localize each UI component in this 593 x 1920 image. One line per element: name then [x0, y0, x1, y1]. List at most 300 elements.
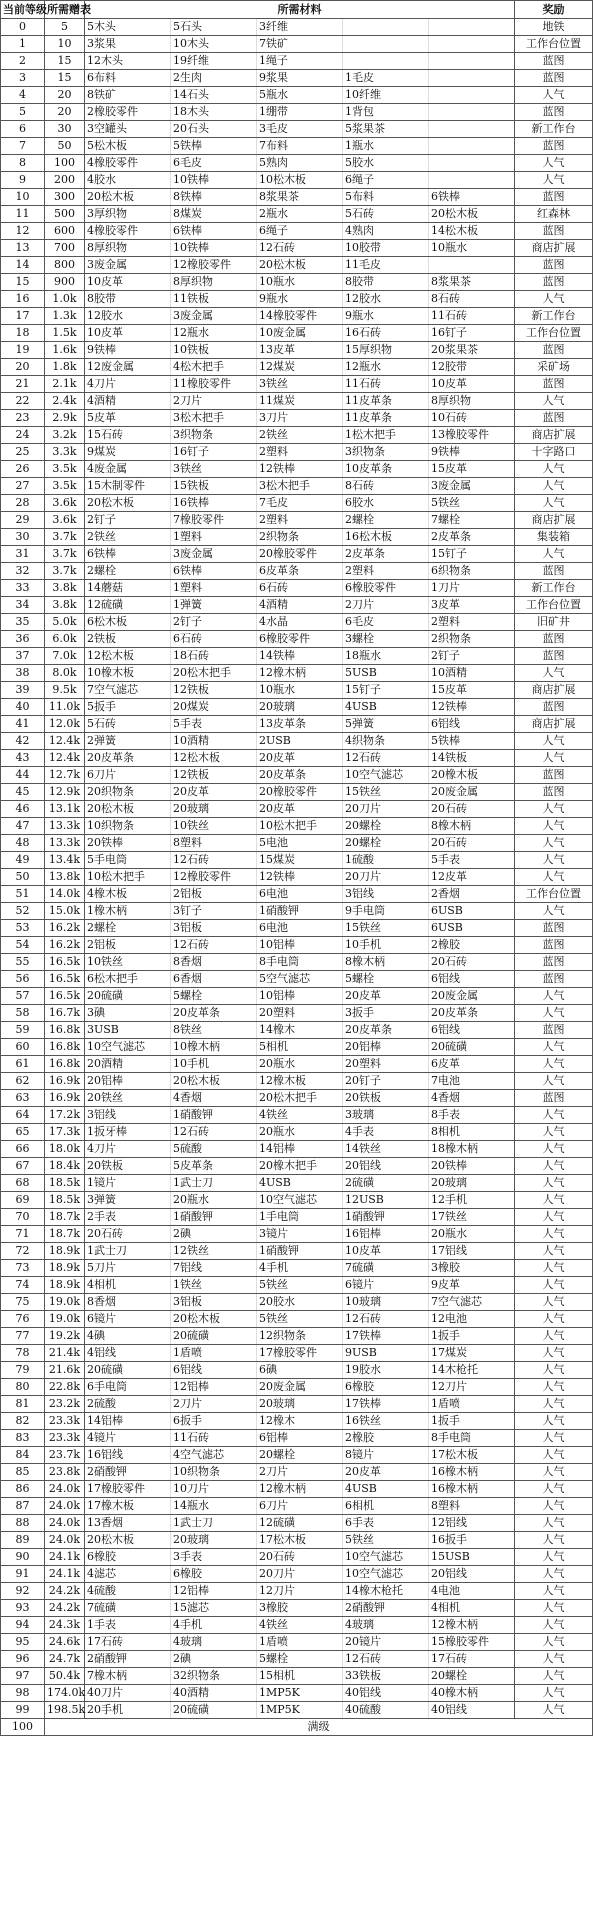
material-cell: 20镜片 — [343, 1634, 429, 1651]
material-cell: 5刀片 — [85, 1260, 171, 1277]
material-cell: 14铁棒 — [257, 648, 343, 665]
material-cell: 7硫磺 — [85, 1600, 171, 1617]
material-cell: 20松木板 — [257, 257, 343, 274]
level-cell: 95 — [1, 1634, 45, 1651]
material-cell: 20橡胶零件 — [257, 546, 343, 563]
material-cell — [429, 172, 515, 189]
material-cell: 5熟肉 — [257, 155, 343, 172]
material-cell: 15皮革 — [429, 682, 515, 699]
material-cell: 12铁丝 — [171, 1243, 257, 1260]
gift-cell: 24.7k — [45, 1651, 85, 1668]
reward-cell: 蓝图 — [515, 767, 593, 784]
level-cell: 41 — [1, 716, 45, 733]
material-cell: 16石砖 — [343, 325, 429, 342]
material-cell: 20橡木把手 — [257, 1158, 343, 1175]
material-cell: 8石砖 — [429, 291, 515, 308]
material-cell — [429, 104, 515, 121]
material-cell: 7电池 — [429, 1073, 515, 1090]
gift-cell: 12.7k — [45, 767, 85, 784]
material-cell: 17橡木板 — [85, 1498, 171, 1515]
material-cell: 4手机 — [257, 1260, 343, 1277]
material-cell: 10瓶水 — [257, 682, 343, 699]
material-cell: 9铁棒 — [85, 342, 171, 359]
max-level-row — [1, 1719, 593, 1736]
material-cell: 17铁丝 — [429, 1209, 515, 1226]
gift-cell: 23.3k — [45, 1430, 85, 1447]
material-cell: 1扳手 — [429, 1328, 515, 1345]
table-row — [1, 274, 593, 291]
reward-cell: 人气 — [515, 1158, 593, 1175]
material-cell: 12瓶水 — [343, 359, 429, 376]
level-cell: 30 — [1, 529, 45, 546]
gift-cell: 16.5k — [45, 954, 85, 971]
table-row — [1, 1107, 593, 1124]
reward-cell: 人气 — [515, 1600, 593, 1617]
material-cell: 17石砖 — [429, 1651, 515, 1668]
material-cell: 20螺栓 — [343, 835, 429, 852]
level-cell: 43 — [1, 750, 45, 767]
reward-cell: 人气 — [515, 1141, 593, 1158]
material-cell: 6铝线 — [429, 716, 515, 733]
material-cell: 16钉子 — [429, 325, 515, 342]
material-cell: 20瓶水 — [257, 1124, 343, 1141]
material-cell: 14铝棒 — [257, 1141, 343, 1158]
gift-cell: 16.2k — [45, 920, 85, 937]
material-cell: 2生肉 — [171, 70, 257, 87]
table-row — [1, 1685, 593, 1702]
material-cell: 16橡木柄 — [429, 1464, 515, 1481]
gift-cell: 18.9k — [45, 1277, 85, 1294]
gift-cell: 14.0k — [45, 886, 85, 903]
level-cell: 96 — [1, 1651, 45, 1668]
table-row — [1, 1192, 593, 1209]
level-cell: 70 — [1, 1209, 45, 1226]
material-cell: 3厚织物 — [85, 206, 171, 223]
material-cell: 10皮革 — [429, 376, 515, 393]
level-cell: 74 — [1, 1277, 45, 1294]
material-cell: 20瓶水 — [429, 1226, 515, 1243]
material-cell: 18木头 — [171, 104, 257, 121]
gift-cell: 24.2k — [45, 1583, 85, 1600]
level-cell: 61 — [1, 1056, 45, 1073]
material-cell — [429, 155, 515, 172]
material-cell: 6毛皮 — [343, 614, 429, 631]
table-row — [1, 376, 593, 393]
table-row — [1, 1209, 593, 1226]
material-cell: 1塑料 — [171, 580, 257, 597]
reward-cell: 人气 — [515, 495, 593, 512]
level-cell: 12 — [1, 223, 45, 240]
material-cell: 20玻璃 — [171, 1532, 257, 1549]
gift-cell: 18.4k — [45, 1158, 85, 1175]
table-row — [1, 631, 593, 648]
reward-cell: 蓝图 — [515, 342, 593, 359]
material-cell: 1盾喷 — [257, 1634, 343, 1651]
reward-cell: 商店扩展 — [515, 427, 593, 444]
material-cell: 4橡木板 — [85, 886, 171, 903]
material-cell: 6橡胶 — [343, 1379, 429, 1396]
table-row — [1, 512, 593, 529]
material-cell: 20硫磺 — [85, 988, 171, 1005]
material-cell: 12铝棒 — [171, 1583, 257, 1600]
material-cell: 8香烟 — [85, 1294, 171, 1311]
gift-cell: 18.5k — [45, 1175, 85, 1192]
material-cell: 7铁矿 — [257, 36, 343, 53]
material-cell: 2硝酸钾 — [343, 1600, 429, 1617]
material-cell: 17橡胶零件 — [85, 1481, 171, 1498]
gift-cell: 3.7k — [45, 546, 85, 563]
reward-cell: 蓝图 — [515, 1090, 593, 1107]
material-cell: 12石砖 — [343, 1311, 429, 1328]
material-cell: 2织物条 — [257, 529, 343, 546]
material-cell: 4玻璃 — [343, 1617, 429, 1634]
gift-cell: 11.0k — [45, 699, 85, 716]
material-cell: 3扳手 — [343, 1005, 429, 1022]
material-cell: 6镜片 — [343, 1277, 429, 1294]
material-cell: 10松木板 — [257, 172, 343, 189]
material-cell: 20酒精 — [85, 1056, 171, 1073]
gift-cell: 16.2k — [45, 937, 85, 954]
gift-cell: 12.4k — [45, 733, 85, 750]
level-cell: 100 — [1, 1719, 45, 1736]
gift-cell: 500 — [45, 206, 85, 223]
material-cell: 3废金属 — [171, 308, 257, 325]
level-cell: 89 — [1, 1532, 45, 1549]
material-cell: 12橡胶零件 — [171, 257, 257, 274]
material-cell: 14铁板 — [429, 750, 515, 767]
gift-cell: 2.9k — [45, 410, 85, 427]
material-cell: 2钉子 — [85, 512, 171, 529]
level-cell: 54 — [1, 937, 45, 954]
material-cell: 4玻璃 — [171, 1634, 257, 1651]
table-row — [1, 699, 593, 716]
material-cell: 8橡木柄 — [429, 818, 515, 835]
material-cell: 14橡木 — [257, 1022, 343, 1039]
reward-cell: 新工作台 — [515, 308, 593, 325]
gift-cell: 15 — [45, 53, 85, 70]
reward-cell: 蓝图 — [515, 920, 593, 937]
material-cell: 12松木板 — [171, 750, 257, 767]
material-cell: 5螺栓 — [171, 988, 257, 1005]
reward-cell: 蓝图 — [515, 376, 593, 393]
table-row — [1, 325, 593, 342]
material-cell: 20铝棒 — [343, 1039, 429, 1056]
material-cell: 6电池 — [257, 886, 343, 903]
material-cell: 12铁棒 — [257, 461, 343, 478]
material-cell: 5铁棒 — [171, 138, 257, 155]
material-cell: 2硝酸钾 — [85, 1464, 171, 1481]
gift-cell: 23.3k — [45, 1413, 85, 1430]
material-cell: 10手机 — [343, 937, 429, 954]
material-cell: 7空气滤芯 — [85, 682, 171, 699]
gift-cell: 6.0k — [45, 631, 85, 648]
material-cell: 8煤炭 — [171, 206, 257, 223]
material-cell: 1瓶水 — [343, 138, 429, 155]
level-cell: 33 — [1, 580, 45, 597]
level-cell: 60 — [1, 1039, 45, 1056]
reward-cell: 人气 — [515, 988, 593, 1005]
material-cell: 17煤炭 — [429, 1345, 515, 1362]
level-cell: 51 — [1, 886, 45, 903]
level-cell: 36 — [1, 631, 45, 648]
material-cell: 20铁棒 — [429, 1158, 515, 1175]
level-cell: 42 — [1, 733, 45, 750]
material-cell: 4废金属 — [85, 461, 171, 478]
material-cell: 20浆果茶 — [429, 342, 515, 359]
material-cell: 20铁板 — [85, 1158, 171, 1175]
level-cell: 76 — [1, 1311, 45, 1328]
gift-cell: 24.0k — [45, 1498, 85, 1515]
level-cell: 73 — [1, 1260, 45, 1277]
material-cell: 4橡胶零件 — [85, 223, 171, 240]
material-cell: 3橡胶 — [257, 1600, 343, 1617]
material-cell: 3钉子 — [171, 903, 257, 920]
reward-cell: 工作台位置 — [515, 36, 593, 53]
table-row — [1, 1583, 593, 1600]
reward-cell: 人气 — [515, 1464, 593, 1481]
level-cell: 86 — [1, 1481, 45, 1498]
material-cell: 3皮革 — [429, 597, 515, 614]
reward-cell: 人气 — [515, 1005, 593, 1022]
gift-cell: 1.0k — [45, 291, 85, 308]
level-cell: 93 — [1, 1600, 45, 1617]
reward-cell: 地铁 — [515, 19, 593, 36]
material-cell: 15铁板 — [171, 478, 257, 495]
material-cell: 20铁丝 — [85, 1090, 171, 1107]
level-cell: 1 — [1, 36, 45, 53]
material-cell: 12石砖 — [257, 240, 343, 257]
level-cell: 4 — [1, 87, 45, 104]
table-row — [1, 869, 593, 886]
material-cell: 2铁板 — [85, 631, 171, 648]
reward-cell: 人气 — [515, 818, 593, 835]
table-row — [1, 444, 593, 461]
table-row — [1, 1362, 593, 1379]
material-cell: 6石砖 — [171, 631, 257, 648]
gift-cell: 3.8k — [45, 597, 85, 614]
table-row — [1, 1260, 593, 1277]
reward-cell: 人气 — [515, 546, 593, 563]
material-cell: 20松木板 — [85, 1532, 171, 1549]
reward-cell: 十字路口 — [515, 444, 593, 461]
material-cell: 5铁丝 — [343, 1532, 429, 1549]
gift-cell: 16.8k — [45, 1039, 85, 1056]
material-cell: 20瓶水 — [257, 1056, 343, 1073]
material-cell: 2瓶水 — [257, 206, 343, 223]
material-cell: 11石砖 — [429, 308, 515, 325]
table-row — [1, 189, 593, 206]
gift-cell: 24.0k — [45, 1532, 85, 1549]
material-cell: 6毛皮 — [171, 155, 257, 172]
reward-cell: 人气 — [515, 172, 593, 189]
material-cell: 10皮革 — [85, 274, 171, 291]
gift-cell: 16.7k — [45, 1005, 85, 1022]
level-cell: 6 — [1, 121, 45, 138]
material-cell: 12硫磺 — [257, 1515, 343, 1532]
gift-cell: 12.0k — [45, 716, 85, 733]
material-cell — [429, 87, 515, 104]
reward-cell: 人气 — [515, 1209, 593, 1226]
material-cell: 2铝板 — [85, 937, 171, 954]
level-cell: 16 — [1, 291, 45, 308]
table-row — [1, 461, 593, 478]
level-cell: 34 — [1, 597, 45, 614]
gift-cell: 3.8k — [45, 580, 85, 597]
reward-cell: 人气 — [515, 1617, 593, 1634]
material-cell: 6绳子 — [343, 172, 429, 189]
gift-cell: 22.8k — [45, 1379, 85, 1396]
table-row — [1, 53, 593, 70]
material-cell: 20松木板 — [171, 1073, 257, 1090]
material-cell: 12废金属 — [85, 359, 171, 376]
material-cell: 12橡木柄 — [257, 1481, 343, 1498]
reward-cell: 蓝图 — [515, 410, 593, 427]
gift-cell: 24.0k — [45, 1481, 85, 1498]
gift-cell: 3.5k — [45, 461, 85, 478]
material-cell: 20塑料 — [257, 1005, 343, 1022]
material-cell: 5铁丝 — [257, 1277, 343, 1294]
material-cell: 12木头 — [85, 53, 171, 70]
reward-cell: 新工作台 — [515, 121, 593, 138]
material-cell: 1武士刀 — [85, 1243, 171, 1260]
material-cell: 1硫酸 — [343, 852, 429, 869]
material-cell: 8铁矿 — [85, 87, 171, 104]
material-cell: 20硫磺 — [429, 1039, 515, 1056]
material-cell — [343, 53, 429, 70]
material-cell: 3镜片 — [257, 1226, 343, 1243]
gift-cell: 18.9k — [45, 1260, 85, 1277]
table-row — [1, 1668, 593, 1685]
material-cell: 20硫磺 — [171, 1328, 257, 1345]
material-cell: 15相机 — [257, 1668, 343, 1685]
table-row — [1, 1464, 593, 1481]
material-cell: 3碘 — [85, 1005, 171, 1022]
level-cell: 38 — [1, 665, 45, 682]
gift-cell: 12.4k — [45, 750, 85, 767]
level-cell: 28 — [1, 495, 45, 512]
reward-cell: 商店扩展 — [515, 512, 593, 529]
table-row — [1, 1175, 593, 1192]
material-cell: 10铝棒 — [257, 988, 343, 1005]
material-cell: 5USB — [343, 665, 429, 682]
material-cell: 6手表 — [343, 1515, 429, 1532]
material-cell: 20钉子 — [343, 1073, 429, 1090]
reward-cell: 人气 — [515, 869, 593, 886]
reward-cell: 人气 — [515, 478, 593, 495]
material-cell: 16铁棒 — [171, 495, 257, 512]
table-row — [1, 954, 593, 971]
reward-cell: 人气 — [515, 1124, 593, 1141]
table-row — [1, 1617, 593, 1634]
gift-cell: 10 — [45, 36, 85, 53]
material-cell: 20皮革 — [257, 750, 343, 767]
reward-cell: 人气 — [515, 1651, 593, 1668]
material-cell: 6绳子 — [257, 223, 343, 240]
reward-cell: 人气 — [515, 1396, 593, 1413]
level-cell: 25 — [1, 444, 45, 461]
material-cell: 12铝线 — [429, 1515, 515, 1532]
material-cell: 32织物条 — [171, 1668, 257, 1685]
reward-cell: 旧矿井 — [515, 614, 593, 631]
material-cell: 10酒精 — [171, 733, 257, 750]
level-cell: 17 — [1, 308, 45, 325]
level-cell: 56 — [1, 971, 45, 988]
material-cell: 12煤炭 — [257, 359, 343, 376]
level-cell: 52 — [1, 903, 45, 920]
material-cell: 2塑料 — [343, 563, 429, 580]
table-row — [1, 529, 593, 546]
material-cell: 3浆果 — [85, 36, 171, 53]
gift-cell: 23.2k — [45, 1396, 85, 1413]
material-cell: 17橡胶零件 — [257, 1345, 343, 1362]
level-cell: 18 — [1, 325, 45, 342]
material-cell: 6胶水 — [343, 495, 429, 512]
gift-cell: 24.2k — [45, 1600, 85, 1617]
material-cell: 9铁棒 — [429, 444, 515, 461]
table-row — [1, 1413, 593, 1430]
material-cell: 9瓶水 — [343, 308, 429, 325]
material-cell: 15厚织物 — [343, 342, 429, 359]
material-cell: 6铁棒 — [171, 563, 257, 580]
material-cell: 4织物条 — [343, 733, 429, 750]
level-cell: 49 — [1, 852, 45, 869]
table-row — [1, 36, 593, 53]
table-row — [1, 1702, 593, 1719]
material-cell: 7螺栓 — [429, 512, 515, 529]
reward-cell: 蓝图 — [515, 70, 593, 87]
material-cell: 2刀片 — [171, 1396, 257, 1413]
level-cell: 35 — [1, 614, 45, 631]
table-row — [1, 767, 593, 784]
material-cell: 10橡木柄 — [171, 1039, 257, 1056]
reward-cell: 蓝图 — [515, 937, 593, 954]
level-cell: 85 — [1, 1464, 45, 1481]
material-cell: 12织物条 — [257, 1328, 343, 1345]
reward-cell: 工作台位置 — [515, 886, 593, 903]
gift-cell: 5.0k — [45, 614, 85, 631]
material-cell: 3手表 — [171, 1549, 257, 1566]
material-cell: 1橡木柄 — [85, 903, 171, 920]
material-cell: 15钉子 — [429, 546, 515, 563]
gift-cell: 15 — [45, 70, 85, 87]
material-cell: 3铁丝 — [171, 461, 257, 478]
gift-cell: 20 — [45, 104, 85, 121]
gift-cell: 3.2k — [45, 427, 85, 444]
table-row — [1, 1311, 593, 1328]
material-cell: 18石砖 — [171, 648, 257, 665]
material-cell: 1盾喷 — [429, 1396, 515, 1413]
table-row — [1, 563, 593, 580]
material-cell: 12橡木柄 — [429, 1617, 515, 1634]
gift-cell: 17.2k — [45, 1107, 85, 1124]
gift-cell: 12.9k — [45, 784, 85, 801]
material-cell: 14橡木枪托 — [343, 1583, 429, 1600]
table-row — [1, 1532, 593, 1549]
material-cell: 12刀片 — [429, 1379, 515, 1396]
material-cell: 14瓶水 — [171, 1498, 257, 1515]
table-row — [1, 1039, 593, 1056]
material-cell: 5空气滤芯 — [257, 971, 343, 988]
material-cell: 10皮革 — [343, 1243, 429, 1260]
material-cell: 12橡木板 — [257, 1073, 343, 1090]
gift-cell: 13.3k — [45, 835, 85, 852]
material-cell: 2铝板 — [171, 886, 257, 903]
material-cell: 1硝酸钾 — [171, 1107, 257, 1124]
material-cell: 1毛皮 — [343, 70, 429, 87]
material-cell: 40刀片 — [85, 1685, 171, 1702]
table-row — [1, 257, 593, 274]
material-cell — [343, 36, 429, 53]
